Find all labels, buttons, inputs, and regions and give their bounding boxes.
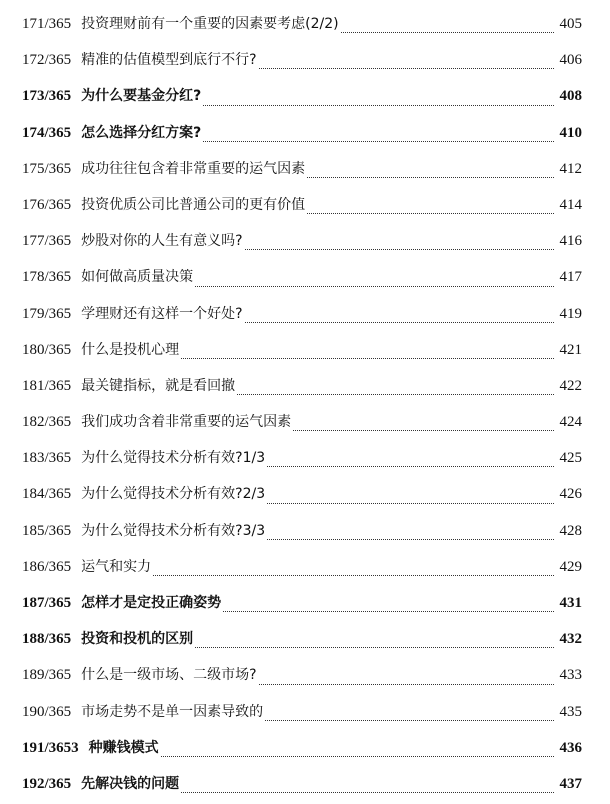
toc-entry-page: 422 xyxy=(559,377,582,394)
toc-entry-page: 417 xyxy=(559,269,582,286)
toc-entry-number: 181/365 xyxy=(22,377,72,394)
toc-entry-title: 先解决钱的问题 xyxy=(81,775,180,792)
toc-entry-title: 投资理财前有一个重要的因素要考虑(2/2) xyxy=(81,16,339,32)
toc-row[interactable] xyxy=(22,80,582,116)
toc-row[interactable] xyxy=(22,44,582,80)
toc-entry-page: 429 xyxy=(559,558,582,575)
toc-entry-title: 投资优质公司比普通公司的更有价值 xyxy=(81,196,306,213)
toc-row[interactable] xyxy=(22,298,582,334)
toc-entry-page: 433 xyxy=(559,667,582,684)
toc-entry-title: 为什么觉得技术分析有效?3/3 xyxy=(81,522,266,539)
dot-leader xyxy=(267,538,554,540)
dot-leader xyxy=(195,285,554,287)
dot-leader xyxy=(267,465,554,467)
toc-row[interactable] xyxy=(22,406,582,442)
toc-entry-title: 成功往往包含着非常重要的运气因素 xyxy=(81,160,306,177)
toc-row[interactable] xyxy=(22,732,582,768)
toc-entry-number: 192/365 xyxy=(22,775,72,792)
dot-leader xyxy=(341,31,554,33)
toc-entry-page: 431 xyxy=(559,595,582,611)
toc-entry-number: 182/365 xyxy=(22,414,72,431)
toc-entry-number: 174/365 xyxy=(22,124,72,141)
toc-entry-title: 怎么选择分红方案? xyxy=(81,124,202,141)
toc-row[interactable] xyxy=(22,189,582,225)
toc-row[interactable] xyxy=(22,370,582,406)
toc-entry-title: 种赚钱模式 xyxy=(88,739,159,756)
toc-entry-page: 426 xyxy=(559,486,582,503)
toc-entry-title: 什么是投机心理 xyxy=(81,341,180,358)
dot-leader xyxy=(181,357,554,359)
dot-leader xyxy=(153,574,554,576)
toc-entry-number: 172/365 xyxy=(22,52,72,69)
toc-entry-number: 190/365 xyxy=(22,703,72,720)
toc-entry-title: 学理财还有这样一个好处? xyxy=(81,305,243,322)
dot-leader xyxy=(267,502,554,504)
toc-entry-page: 416 xyxy=(559,233,582,250)
table-of-contents xyxy=(22,8,582,804)
toc-row[interactable] xyxy=(22,153,582,189)
toc-entry-page: 424 xyxy=(559,414,582,431)
toc-entry-title: 炒股对你的人生有意义吗? xyxy=(81,233,243,250)
dot-leader xyxy=(237,393,554,395)
toc-row[interactable] xyxy=(22,8,582,44)
toc-entry-title: 投资和投机的区别 xyxy=(81,631,194,648)
dot-leader xyxy=(203,140,554,142)
toc-entry-number: 171/365 xyxy=(22,16,72,32)
toc-entry-number: 184/365 xyxy=(22,486,72,503)
toc-entry-number: 178/365 xyxy=(22,269,72,286)
toc-entry-title: 为什么要基金分红? xyxy=(81,88,202,105)
dot-leader xyxy=(181,791,554,793)
dot-leader xyxy=(265,719,554,721)
toc-entry-number: 186/365 xyxy=(22,558,72,575)
toc-entry-number: 188/365 xyxy=(22,631,72,648)
dot-leader xyxy=(245,248,554,250)
toc-entry-page: 419 xyxy=(559,305,582,322)
toc-entry-page: 428 xyxy=(559,522,582,539)
toc-entry-page: 437 xyxy=(559,775,582,792)
dot-leader xyxy=(223,610,554,612)
toc-entry-number: 173/365 xyxy=(22,88,72,105)
dot-leader xyxy=(245,321,554,323)
toc-entry-page: 405 xyxy=(559,16,582,32)
toc-entry-title: 市场走势不是单一因素导致的 xyxy=(81,703,264,720)
dot-leader xyxy=(161,755,554,757)
toc-entry-page: 432 xyxy=(559,631,582,648)
toc-row[interactable] xyxy=(22,261,582,297)
dot-leader xyxy=(259,67,554,69)
toc-row[interactable] xyxy=(22,587,582,623)
dot-leader xyxy=(307,212,554,214)
toc-entry-page: 414 xyxy=(559,196,582,213)
toc-row[interactable] xyxy=(22,696,582,732)
toc-row[interactable] xyxy=(22,442,582,478)
toc-row[interactable] xyxy=(22,768,582,804)
toc-row[interactable] xyxy=(22,478,582,514)
toc-entry-title: 为什么觉得技术分析有效?1/3 xyxy=(81,450,266,467)
toc-entry-number: 183/365 xyxy=(22,450,72,467)
dot-leader xyxy=(195,646,554,648)
toc-entry-number: 175/365 xyxy=(22,160,72,177)
toc-row[interactable] xyxy=(22,659,582,695)
toc-entry-page: 412 xyxy=(559,160,582,177)
toc-row[interactable] xyxy=(22,117,582,153)
toc-entry-title: 最关键指标，就是看回撤 xyxy=(81,377,236,394)
dot-leader xyxy=(307,176,554,178)
toc-entry-page: 425 xyxy=(559,450,582,467)
dot-leader xyxy=(203,104,554,106)
toc-row[interactable] xyxy=(22,623,582,659)
toc-entry-number: 189/365 xyxy=(22,667,72,684)
toc-entry-title: 我们成功含着非常重要的运气因素 xyxy=(81,414,292,431)
toc-row[interactable] xyxy=(22,515,582,551)
toc-entry-page: 408 xyxy=(559,88,582,105)
toc-entry-number: 191/3653 xyxy=(22,739,79,756)
dot-leader xyxy=(293,429,554,431)
toc-entry-page: 406 xyxy=(559,52,582,69)
toc-entry-page: 410 xyxy=(559,124,582,141)
toc-entry-title: 运气和实力 xyxy=(81,558,152,575)
toc-row[interactable] xyxy=(22,334,582,370)
toc-entry-title: 精准的估值模型到底行不行? xyxy=(81,52,257,69)
toc-entry-title: 为什么觉得技术分析有效?2/3 xyxy=(81,486,266,503)
toc-entry-title: 如何做高质量决策 xyxy=(81,269,194,286)
toc-entry-page: 421 xyxy=(559,341,582,358)
toc-row[interactable] xyxy=(22,551,582,587)
dot-leader xyxy=(259,683,554,685)
toc-row[interactable] xyxy=(22,225,582,261)
toc-entry-number: 185/365 xyxy=(22,522,72,539)
toc-entry-number: 176/365 xyxy=(22,196,72,213)
toc-entry-number: 179/365 xyxy=(22,305,72,322)
toc-entry-number: 180/365 xyxy=(22,341,72,358)
toc-entry-title: 怎样才是定投正确姿势 xyxy=(81,595,222,611)
toc-entry-title: 什么是一级市场、二级市场? xyxy=(81,667,257,684)
toc-entry-page: 436 xyxy=(559,739,582,756)
toc-entry-number: 187/365 xyxy=(22,595,72,611)
toc-entry-page: 435 xyxy=(559,703,582,720)
toc-entry-number: 177/365 xyxy=(22,233,72,250)
